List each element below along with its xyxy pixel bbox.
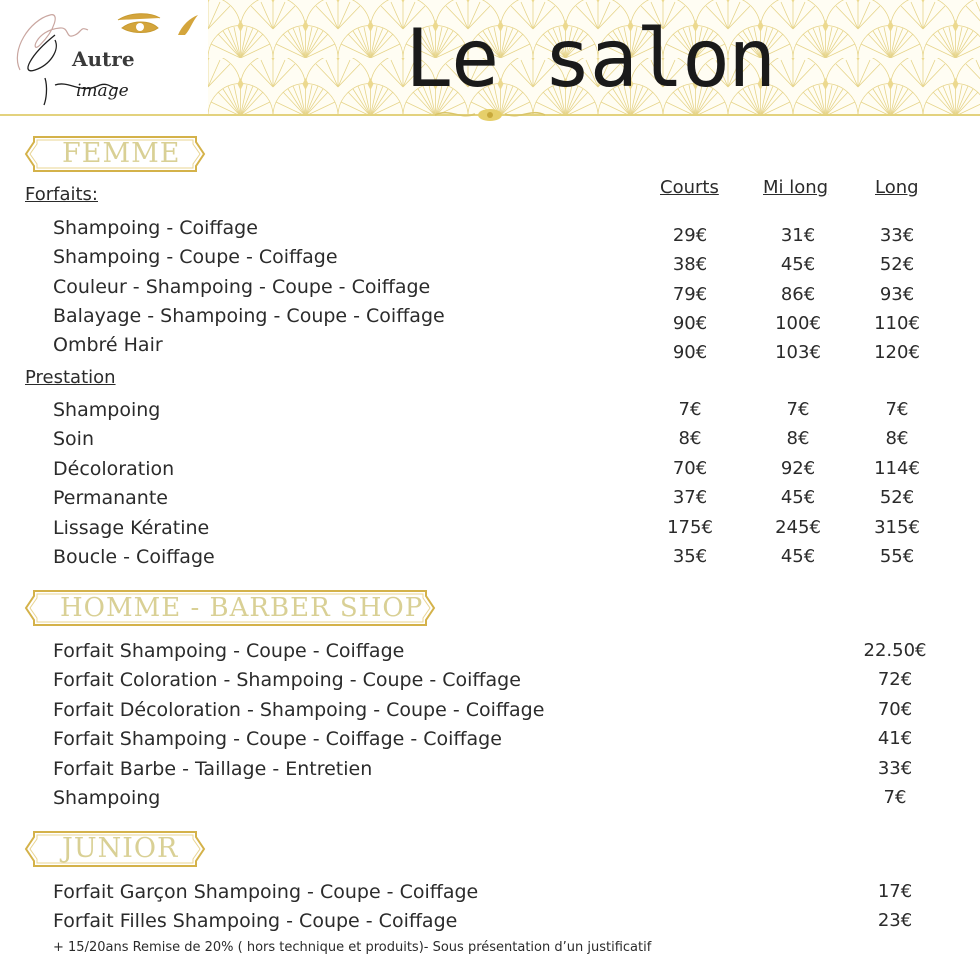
column-header-mi-long: Mi long <box>763 177 829 198</box>
price-row <box>0 305 980 334</box>
price: 17€ <box>877 881 913 902</box>
service-name: Boucle - Coiffage <box>53 546 215 568</box>
price-row <box>0 428 980 457</box>
price-courts: 38€ <box>672 254 708 275</box>
service-name: Shampoing <box>53 787 161 809</box>
price-courts: 35€ <box>672 546 708 567</box>
price-long: 8€ <box>885 428 909 449</box>
section-banner-junior <box>22 829 208 869</box>
price-row <box>0 758 980 787</box>
service-name: Couleur - Shampoing - Coupe - Coiffage <box>53 276 431 298</box>
price: 41€ <box>877 728 913 749</box>
price-mi-long: 7€ <box>786 399 810 420</box>
price-mi-long: 45€ <box>780 546 816 567</box>
forfaits-subheading: Forfaits: <box>25 184 98 205</box>
price-mi-long: 8€ <box>786 428 810 449</box>
price: 22.50€ <box>863 640 927 661</box>
price-courts: 37€ <box>672 487 708 508</box>
price-mi-long: 31€ <box>780 225 816 246</box>
service-name: Forfait Décoloration - Shampoing - Coupe - Coiffage <box>53 699 545 721</box>
service-name: Permanante <box>53 487 168 509</box>
header <box>0 0 980 116</box>
section-banner-femme <box>22 134 208 174</box>
banner-label: FEMME <box>62 138 181 169</box>
price-row <box>0 546 980 575</box>
service-name: Balayage - Shampoing - Coupe - Coiffage <box>53 305 445 327</box>
price-courts: 8€ <box>678 428 702 449</box>
price-long: 120€ <box>874 342 920 363</box>
price-row <box>0 246 980 275</box>
price-courts: 70€ <box>672 458 708 479</box>
price-courts: 79€ <box>672 284 708 305</box>
banner-label: JUNIOR <box>62 833 179 864</box>
svg-text:image: image <box>76 81 129 101</box>
price-row <box>0 517 980 546</box>
price-row <box>0 487 980 516</box>
price-row <box>0 910 980 939</box>
service-name: Shampoing - Coupe - Coiffage <box>53 246 338 268</box>
price-row <box>0 640 980 669</box>
price-long: 7€ <box>885 399 909 420</box>
price-courts: 7€ <box>678 399 702 420</box>
price-long: 93€ <box>879 284 915 305</box>
price-courts: 90€ <box>672 342 708 363</box>
price-long: 52€ <box>879 254 915 275</box>
price-row <box>0 399 980 428</box>
section-banner-homme <box>22 588 438 628</box>
service-name: Forfait Filles Shampoing - Coupe - Coiffage <box>53 910 458 932</box>
price-mi-long: 100€ <box>775 313 821 334</box>
column-header-long: Long <box>875 177 919 198</box>
price-long: 55€ <box>879 546 915 567</box>
service-name: Shampoing <box>53 399 161 421</box>
column-header-courts: Courts <box>660 177 719 198</box>
prestation-subheading: Prestation <box>25 367 116 388</box>
price-row <box>0 458 980 487</box>
service-name: Décoloration <box>53 458 175 480</box>
service-name: Forfait Barbe - Taillage - Entretien <box>53 758 373 780</box>
price-mi-long: 245€ <box>775 517 821 538</box>
price-long: 52€ <box>879 487 915 508</box>
price: 70€ <box>877 699 913 720</box>
price-courts: 29€ <box>672 225 708 246</box>
service-name: Soin <box>53 428 95 450</box>
page-title: Le salon <box>405 12 775 105</box>
discount-note: + 15/20ans Remise de 20% ( hors technique et produits)- Sous présentation d’un justificatif <box>53 940 652 955</box>
price-row <box>0 699 980 728</box>
service-name: Ombré Hair <box>53 334 163 356</box>
price-row <box>0 276 980 305</box>
price-mi-long: 92€ <box>780 458 816 479</box>
price-courts: 175€ <box>667 517 713 538</box>
price-long: 315€ <box>874 517 920 538</box>
price-long: 114€ <box>874 458 920 479</box>
price-mi-long: 86€ <box>780 284 816 305</box>
price: 33€ <box>877 758 913 779</box>
price: 7€ <box>883 787 907 808</box>
price-row <box>0 669 980 698</box>
service-name: Forfait Coloration - Shampoing - Coupe - Coiffage <box>53 669 521 691</box>
service-name: Forfait Shampoing - Coupe - Coiffage <box>53 640 405 662</box>
salon-logo <box>0 0 208 114</box>
price: 23€ <box>877 910 913 931</box>
banner-label: HOMME - BARBER SHOP <box>60 593 424 623</box>
price-mi-long: 103€ <box>775 342 821 363</box>
price-mi-long: 45€ <box>780 254 816 275</box>
svg-text:Autre: Autre <box>72 47 135 71</box>
service-name: Forfait Garçon Shampoing - Coupe - Coiffage <box>53 881 479 903</box>
price-long: 110€ <box>874 313 920 334</box>
price-mi-long: 45€ <box>780 487 816 508</box>
service-name: Lissage Kératine <box>53 517 210 539</box>
price-row <box>0 217 980 246</box>
service-name: Forfait Shampoing - Coupe - Coiffage - Coiffage <box>53 728 502 750</box>
price-row <box>0 334 980 363</box>
ornament-icon <box>430 106 550 124</box>
price-row <box>0 787 980 816</box>
service-name: Shampoing - Coiffage <box>53 217 258 239</box>
price-long: 33€ <box>879 225 915 246</box>
price-courts: 90€ <box>672 313 708 334</box>
price-row <box>0 728 980 757</box>
price: 72€ <box>877 669 913 690</box>
price-row <box>0 881 980 910</box>
